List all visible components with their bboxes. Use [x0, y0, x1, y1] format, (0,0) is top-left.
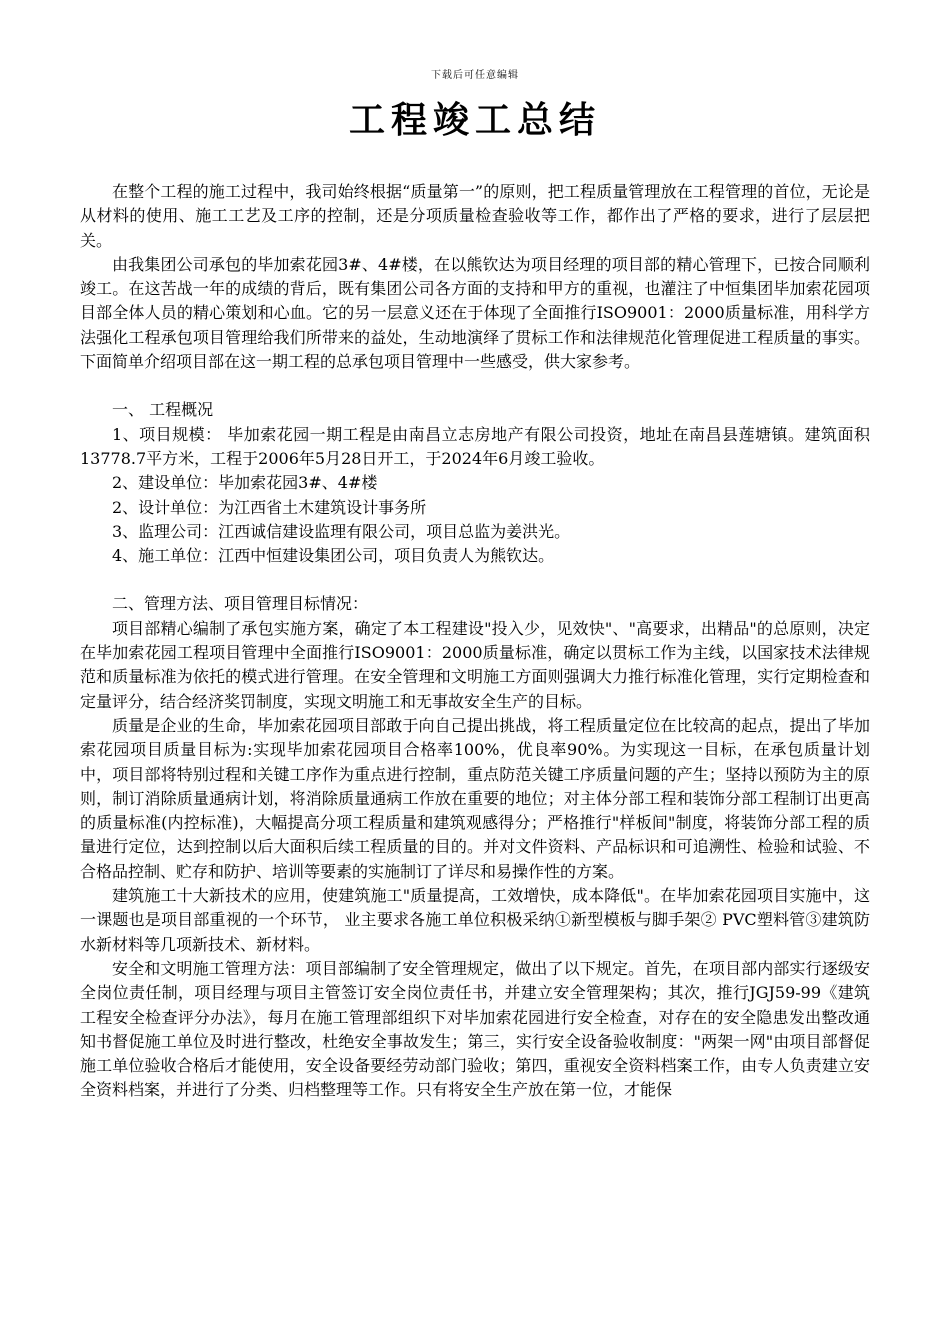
section1-item-owner: 2、建设单位：毕加索花园3#、4#楼 [112, 473, 378, 493]
intro-paragraph-1: 在整个工程的施工过程中，我司始终根据“质量第一”的原则，把工程质量管理放在工程管理的首位，无论是从材料的使用、施工工艺及工序的控制，还是分项质量检查验收等工作，都作出了严格的要求，进行了层层把关。 [80, 182, 870, 250]
document-title: 工程竣工总结 [348, 99, 601, 141]
section2-paragraph-technology: 建筑施工十大新技术的应用，使建筑施工"质量提高，工效增快，成本降低"。在毕加索花园项目实施中，这一课题也是项目部重视的一个环节， 业主要求各施工单位积极采纳①新型模板与脚手架② PVC塑料管③建筑防水新材料等几项新技术、新材料。 [80, 886, 870, 954]
intro-paragraph-2: 由我集团公司承包的毕加索花园3#、4#楼，在以熊钦达为项目经理的项目部的精心管理下，已按合同顺利竣工。在这苦战一年的成绩的背后，既有集团公司各方面的支持和甲方的重视，也灌注了中恒集团毕加索花园项目部全体人员的精心策划和心血。它的另一层意义还在于体现了全面推行ISO9001：2000质量标准，用科学方法强化工程承包项目管理给我们所带来的益处，生动地演绎了贯标工作和法律规范化管理促进工程质量的事实。下面简单介绍项目部在这一期工程的总承包项目管理中一些感受，供大家参考。 [80, 254, 870, 372]
spacer [80, 374, 870, 398]
section1-item-supervisor: 3、监理公司：江西诚信建设监理有限公司，项目总监为姜洪光。 [112, 521, 571, 541]
section1-item-contractor: 4、施工单位：江西中恒建设集团公司，项目负责人为熊钦达。 [112, 546, 555, 566]
section2-paragraph-plan: 项目部精心编制了承包实施方案，确定了本工程建设"投入少，见效快"、"高要求，出精品"的总原则，决定在毕加索花园工程项目管理中全面推行ISO9001：2000质量标准，确定以贯标工作为主线，以国家技术法律规范和质量标准为依托的模式进行管理。在安全管理和文明施工方面则强调大力推行标准化管理，实行定期检查和定量评分，结合经济奖罚制度，实现文明施工和无事故安全生产的目标。 [80, 618, 870, 711]
section2-paragraph-safety: 安全和文明施工管理方法：项目部编制了安全管理规定，做出了以下规定。首先，在项目部内部实行逐级安全岗位责任制，项目经理与项目主管签订安全岗位责任书，并建立安全管理架构；其次，推行JGJ59-99《建筑工程安全检查评分办法》，每月在施工管理部组织下对毕加索花园进行安全检查，对存在的安全隐患发出整改通知书督促施工单位及时进行整改，杜绝安全事故发生；第三，实行安全设备验收制度："两架一网"由项目部督促施工单位验收合格后才能使用，安全设备要经劳动部门验收；第四，重视安全资料档案工作，由专人负责建立安全资料档案，并进行了分类、归档整理等工作。只有将安全生产放在第一位，才能保 [80, 958, 870, 1100]
spacer [80, 568, 870, 592]
section1-heading: 一、 工程概况 [112, 400, 214, 420]
section2-heading: 二、管理方法、项目管理目标情况： [112, 594, 369, 614]
section1-item-designer: 2、设计单位：为江西省土木建筑设计事务所 [112, 497, 427, 517]
header-note: 下载后可任意编辑 [431, 70, 519, 81]
section2-paragraph-quality: 质量是企业的生命，毕加索花园项目部敢于向自己提出挑战，将工程质量定位在比较高的起点，提出了毕加索花园项目质量目标为:实现毕加索花园项目合格率100%，优良率90%。为实现这一目标，在承包质量计划中，项目部将特别过程和关键工序作为重点进行控制，重点防范关键工序质量问题的产生；坚持以预防为主的原则，制订消除质量通病计划，将消除质量通病工作放在重要的地位；对主体分部工程和装饰分部工程制订出更高的质量标准(内控标准)，大幅提高分项工程质量和建筑观感得分；严格推行"样板间"制度，将装饰分部工程的质量进行定位，达到控制以后大面积后续工程质量的目的。并对文件资料、产品标识和可追溯性、检验和试验、不合格品控制、贮存和防护、培训等要素的实施制订了详尽和易操作性的方案。 [80, 715, 870, 881]
section1-item-scale: 1、项目规模： 毕加索花园一期工程是由南昌立志房地产有限公司投资，地址在南昌县莲塘镇。建筑面积13778.7平方米，工程于2006年5月28日开工，于2024年6月竣工验收。 [80, 424, 870, 468]
document-body [80, 180, 870, 1103]
